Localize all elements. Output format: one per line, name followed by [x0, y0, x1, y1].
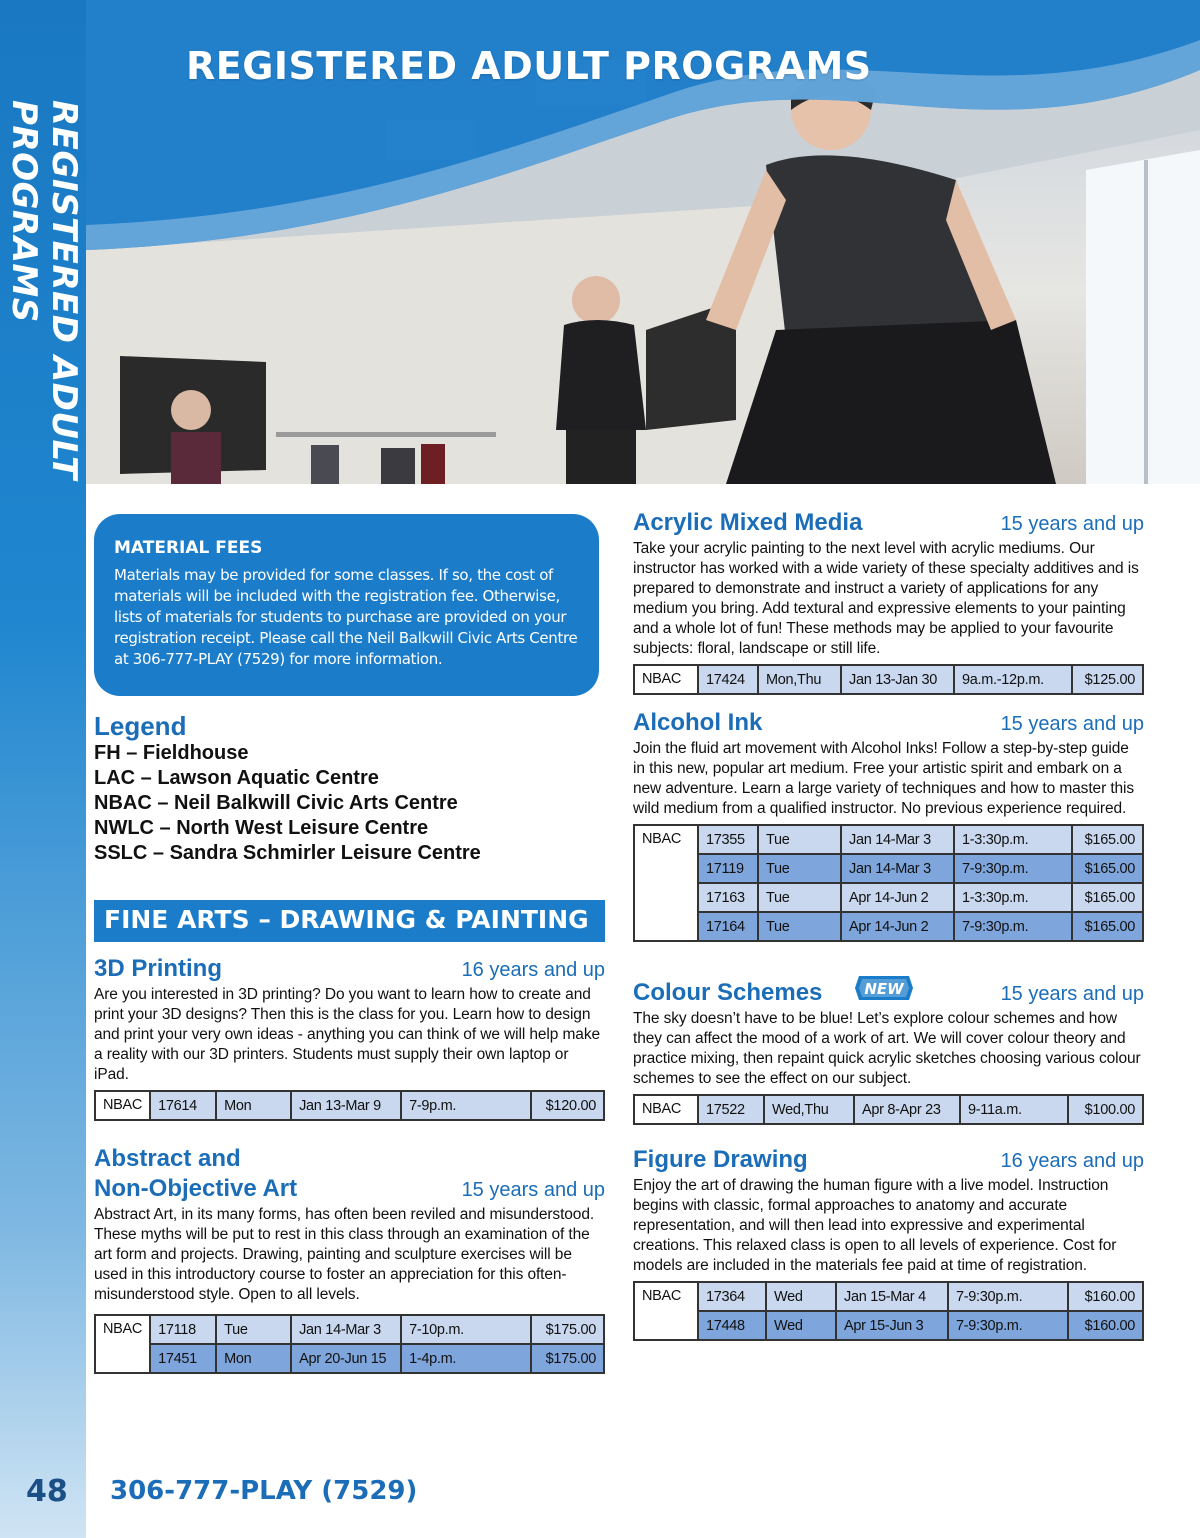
course-day: Mon — [216, 1091, 291, 1120]
page-number: 48 — [26, 1474, 68, 1509]
legend-item-sslc: SSLC – Sandra Schmirler Leisure Centre — [94, 842, 481, 864]
program-age: 16 years and up — [1000, 1150, 1144, 1172]
location-cell: NBAC — [634, 665, 698, 694]
program-title: Acrylic Mixed Media — [633, 509, 863, 536]
table-row — [95, 1315, 604, 1344]
course-dates: Jan 14-Mar 3 — [841, 854, 954, 883]
program-title: Colour Schemes — [633, 979, 823, 1006]
schedule-table — [94, 1090, 605, 1121]
course-code[interactable]: 17118 — [150, 1315, 216, 1344]
location-cell: NBAC — [634, 1095, 698, 1124]
course-time: 7-9p.m. — [401, 1091, 531, 1120]
new-badge-label: NEW — [864, 980, 904, 998]
schedule-table — [633, 1281, 1144, 1341]
course-time: 1-4p.m. — [401, 1344, 531, 1373]
schedule-table — [633, 824, 1144, 942]
course-code[interactable]: 17364 — [698, 1282, 766, 1311]
course-price: $165.00 — [1072, 825, 1143, 854]
program-3d-printing — [94, 954, 605, 1121]
location-cell: NBAC — [95, 1091, 150, 1120]
course-code[interactable]: 17424 — [698, 665, 758, 694]
program-age: 15 years and up — [1000, 513, 1144, 535]
program-colour-schemes — [633, 972, 1144, 1125]
sidebar-title: REGISTERED ADULT PROGRAMS — [4, 100, 84, 480]
course-dates: Jan 13-Mar 9 — [291, 1091, 401, 1120]
course-day: Wed,Thu — [764, 1095, 854, 1124]
program-title-line1: Abstract and — [94, 1145, 241, 1172]
course-code[interactable]: 17522 — [698, 1095, 764, 1124]
table-row — [634, 665, 1143, 694]
course-time: 7-9:30p.m. — [948, 1282, 1068, 1311]
program-title: Figure Drawing — [633, 1146, 808, 1173]
new-starburst-icon — [855, 974, 913, 1002]
program-description: Are you interested in 3D printing? Do you want to learn how to create and print your 3D designs? Then this is the class for you. Learn how to design and print your very own ideas - anything you can think of we will help make a reality with our 3D printers. Students must supply their own laptop or iPad. — [94, 986, 600, 1083]
course-dates: Apr 20-Jun 15 — [291, 1344, 401, 1373]
course-dates: Apr 14-Jun 2 — [841, 912, 954, 941]
program-age: 15 years and up — [1000, 713, 1144, 735]
table-row — [634, 825, 1143, 854]
course-code[interactable]: 17614 — [150, 1091, 216, 1120]
program-description: Take your acrylic painting to the next level with acrylic mediums. Our instructor has worked with a wide variety of these specialty additives and is prepared to demonstrate and instruct a variety of applications for any medium you bring. Add textural and expressive elements to your painting and a whole lot of fun! These methods may be applied to your favourite subjects: floral, landscape or still life. — [633, 540, 1139, 657]
program-title: 3D Printing — [94, 955, 223, 982]
table-row — [634, 1095, 1143, 1124]
course-time: 9-11a.m. — [960, 1095, 1068, 1124]
course-day: Tue — [758, 854, 841, 883]
table-row — [634, 883, 1143, 912]
table-row — [634, 1311, 1143, 1340]
legend-item-nbac: NBAC – Neil Balkwill Civic Arts Centre — [94, 792, 458, 814]
course-code[interactable]: 17448 — [698, 1311, 766, 1340]
course-code[interactable]: 17119 — [698, 854, 758, 883]
course-time: 1-3:30p.m. — [954, 883, 1072, 912]
course-dates: Apr 15-Jun 3 — [836, 1311, 948, 1340]
course-code[interactable]: 17451 — [150, 1344, 216, 1373]
location-cell: NBAC — [634, 825, 698, 941]
program-figure-drawing — [633, 1145, 1144, 1341]
course-day: Tue — [758, 883, 841, 912]
table-row — [95, 1344, 604, 1373]
program-description: The sky doesn’t have to be blue! Let’s explore colour schemes and how they can affect the mood of a work of art. We will cover colour theory and practice mixing, then repaint quick acrylic sketches choosing various colour schemes to see the effect on our subject. — [633, 1010, 1141, 1087]
location-cell: NBAC — [95, 1315, 150, 1373]
course-price: $175.00 — [531, 1315, 604, 1344]
legend-item-fh: FH – Fieldhouse — [94, 742, 249, 764]
table-row — [95, 1091, 604, 1120]
program-age: 15 years and up — [1000, 983, 1144, 1005]
footer-phone: 306-777-PLAY (7529) — [110, 1476, 418, 1506]
course-dates: Jan 14-Mar 3 — [291, 1315, 401, 1344]
program-age: 15 years and up — [461, 1179, 605, 1201]
program-description: Abstract Art, in its many forms, has often been reviled and misunderstood. These myths will be put to rest in this class through an examination of the art form and projects. Drawing, painting and sculpture exercises will be used in this introductory course to foster an appreciation for this often-misunderstood style. Open to all levels. — [94, 1206, 595, 1303]
course-day: Mon,Thu — [758, 665, 841, 694]
sidebar-strip — [0, 0, 86, 1538]
program-age: 16 years and up — [461, 959, 605, 981]
legend — [94, 711, 604, 866]
table-row — [634, 1282, 1143, 1311]
schedule-table — [94, 1314, 605, 1374]
table-row — [634, 854, 1143, 883]
course-dates: Jan 13-Jan 30 — [841, 665, 954, 694]
course-dates: Apr 8-Apr 23 — [854, 1095, 960, 1124]
course-price: $100.00 — [1068, 1095, 1143, 1124]
course-day: Mon — [216, 1344, 291, 1373]
page-title: REGISTERED ADULT PROGRAMS — [186, 44, 872, 88]
material-fees-title: MATERIAL FEES — [114, 538, 263, 558]
course-time: 7-10p.m. — [401, 1315, 531, 1344]
course-code[interactable]: 17355 — [698, 825, 758, 854]
course-time: 1-3:30p.m. — [954, 825, 1072, 854]
program-title: Alcohol Ink — [633, 709, 763, 736]
legend-item-nwlc: NWLC – North West Leisure Centre — [94, 817, 429, 839]
table-row — [634, 912, 1143, 941]
program-abstract-art — [94, 1144, 605, 1374]
course-dates: Apr 14-Jun 2 — [841, 883, 954, 912]
course-time: 9a.m.-12p.m. — [954, 665, 1072, 694]
program-alcohol-ink — [633, 708, 1144, 942]
schedule-table — [633, 1094, 1144, 1125]
course-price: $165.00 — [1072, 912, 1143, 941]
legend-item-lac: LAC – Lawson Aquatic Centre — [94, 767, 379, 789]
course-price: $125.00 — [1072, 665, 1143, 694]
course-day: Wed — [766, 1311, 836, 1340]
schedule-table — [633, 664, 1144, 695]
program-description: Enjoy the art of drawing the human figure with a live model. Instruction begins with classic, formal approaches to anatomy and accurate representation, and will then lead into expressive and experimental creations. This relaxed class is open to all levels of experience. Cost for models are included in the materials fee paid at time of registration. — [633, 1177, 1117, 1274]
course-time: 7-9:30p.m. — [954, 912, 1072, 941]
location-cell: NBAC — [634, 1282, 698, 1340]
legend-title: Legend — [94, 711, 187, 741]
material-fees-box — [94, 514, 599, 696]
program-title-line2: Non-Objective Art — [94, 1175, 298, 1202]
material-fees-body: Materials may be provided for some classes. If so, the cost of materials will be included with the registration fee. Otherwise, lists of materials for students to purchase are provided on your registration receipt. Please call the Neil Balkwill Civic Arts Centre at 306-777-PLAY (7529) for more information. — [114, 566, 578, 668]
course-day: Tue — [758, 825, 841, 854]
course-price: $160.00 — [1068, 1311, 1143, 1340]
course-price: $165.00 — [1072, 883, 1143, 912]
course-price: $175.00 — [531, 1344, 604, 1373]
course-dates: Jan 14-Mar 3 — [841, 825, 954, 854]
program-description: Join the fluid art movement with Alcohol Inks! Follow a step-by-step guide in this new, popular art medium. Free your artistic spirit and embark on a new adventure. Learn a large variety of techniques and how to master this wild medium from a qualified instructor. No previous experience required. — [633, 740, 1135, 817]
course-time: 7-9:30p.m. — [954, 854, 1072, 883]
section-banner: FINE ARTS – DRAWING & PAINTING — [94, 900, 605, 942]
course-time: 7-9:30p.m. — [948, 1311, 1068, 1340]
course-day: Tue — [758, 912, 841, 941]
course-day: Wed — [766, 1282, 836, 1311]
course-day: Tue — [216, 1315, 291, 1344]
course-price: $120.00 — [531, 1091, 604, 1120]
program-acrylic-mixed-media — [633, 508, 1144, 695]
course-code[interactable]: 17164 — [698, 912, 758, 941]
course-price: $160.00 — [1068, 1282, 1143, 1311]
hero-photo — [86, 0, 1200, 484]
course-dates: Jan 15-Mar 4 — [836, 1282, 948, 1311]
course-price: $165.00 — [1072, 854, 1143, 883]
course-code[interactable]: 17163 — [698, 883, 758, 912]
